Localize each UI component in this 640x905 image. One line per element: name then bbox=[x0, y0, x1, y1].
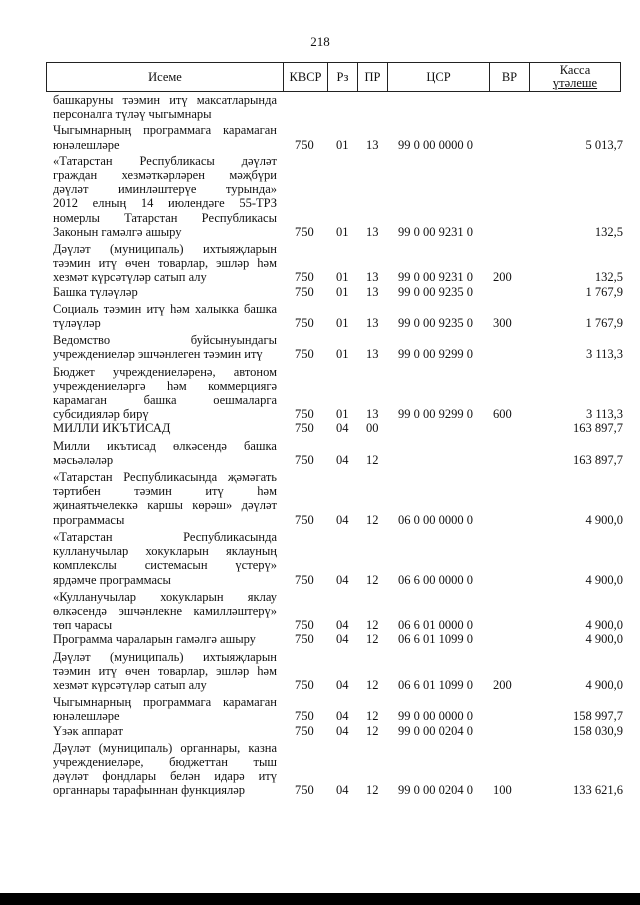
row-kvsr: 750 bbox=[295, 723, 314, 738]
row-csr: 99 0 00 9235 0 bbox=[398, 284, 473, 299]
table-body bbox=[53, 93, 623, 798]
header-kassa bbox=[530, 63, 620, 91]
row-name-line: Башка түләүләр bbox=[53, 284, 138, 299]
row-name bbox=[53, 632, 277, 646]
row-name-line: Социаль тәэмин итү һәм халыкка башка bbox=[53, 301, 277, 316]
table-row bbox=[53, 632, 623, 646]
row-name-line: ярдәмче программасы bbox=[53, 572, 171, 587]
row-name-line: Законын гамәлгә ашыру bbox=[53, 224, 182, 239]
row-amount: 132,5 bbox=[594, 270, 623, 285]
row-amount: 4 900,0 bbox=[585, 632, 623, 647]
row-name-line: Дәүләт (муниципаль) ихтыяҗларын bbox=[53, 242, 277, 257]
table-row bbox=[53, 93, 623, 121]
row-name-line: Бюджет учреждениеләренә, автоном bbox=[53, 364, 277, 379]
row-name-line: комплекслы системасын үстерү» bbox=[53, 558, 277, 573]
row-name-line: өлкәсендә эшчәнлекне камилләштерү» bbox=[53, 603, 277, 618]
row-pr: 12 bbox=[366, 512, 379, 527]
row-name bbox=[53, 302, 277, 330]
table-row bbox=[53, 333, 623, 361]
header-kassa-line1: Касса bbox=[559, 63, 591, 77]
row-pr: 13 bbox=[366, 284, 379, 299]
row-csr: 99 0 00 0000 0 bbox=[398, 137, 473, 152]
row-kvsr: 750 bbox=[295, 783, 314, 798]
table-header bbox=[46, 62, 621, 92]
row-name-line: дәүләт иминләштерүе турында» bbox=[53, 182, 277, 197]
row-vr: 300 bbox=[493, 316, 512, 331]
table-row bbox=[53, 285, 623, 299]
row-name bbox=[53, 333, 277, 361]
row-name-line: органнары тарафыннан функцияләр bbox=[53, 783, 246, 798]
row-csr: 99 0 00 9231 0 bbox=[398, 224, 473, 239]
row-vr: 600 bbox=[493, 407, 512, 422]
row-rz: 04 bbox=[336, 677, 349, 692]
row-rz: 04 bbox=[336, 723, 349, 738]
row-rz: 04 bbox=[336, 783, 349, 798]
row-rz: 01 bbox=[336, 316, 349, 331]
row-csr: 99 0 00 9235 0 bbox=[398, 316, 473, 331]
row-amount: 3 113,3 bbox=[585, 407, 623, 422]
row-name-line: карамаган башка оешмаларга bbox=[53, 393, 277, 408]
row-name bbox=[53, 242, 277, 285]
row-amount: 1 767,9 bbox=[585, 316, 623, 331]
row-amount: 158 997,7 bbox=[573, 709, 623, 724]
row-csr: 99 0 00 9231 0 bbox=[398, 270, 473, 285]
row-name bbox=[53, 530, 277, 587]
row-name bbox=[53, 93, 277, 121]
row-pr: 13 bbox=[366, 137, 379, 152]
table-row bbox=[53, 365, 623, 422]
row-pr: 00 bbox=[366, 421, 379, 436]
scan-edge-bar bbox=[0, 893, 640, 905]
table-row bbox=[53, 123, 623, 151]
row-csr: 06 0 00 0000 0 bbox=[398, 512, 473, 527]
row-csr: 99 0 00 0204 0 bbox=[398, 783, 473, 798]
row-name-line: учреждениеләре, бюджеттан тыш bbox=[53, 754, 277, 769]
row-name-line: 2012 елның 14 июлендәге 55-ТРЗ bbox=[53, 196, 277, 211]
row-name bbox=[53, 470, 277, 527]
header-pr: ПР bbox=[358, 63, 388, 91]
row-amount: 1 767,9 bbox=[585, 284, 623, 299]
header-rz: Рз bbox=[328, 63, 358, 91]
row-rz: 04 bbox=[336, 618, 349, 633]
row-rz: 01 bbox=[336, 407, 349, 422]
row-kvsr: 750 bbox=[295, 677, 314, 692]
table-row bbox=[53, 242, 623, 285]
row-pr: 12 bbox=[366, 723, 379, 738]
row-name-line: Дәүләт (муниципаль) ихтыяҗларын bbox=[53, 649, 277, 664]
row-name-line: субсидияләр бирү bbox=[53, 407, 149, 422]
row-csr: 99 0 00 9299 0 bbox=[398, 347, 473, 362]
row-amount: 4 900,0 bbox=[585, 512, 623, 527]
row-name-line: мәсьәләләр bbox=[53, 452, 114, 467]
row-name-line: Үзәк аппарат bbox=[53, 723, 123, 738]
row-kvsr: 750 bbox=[295, 137, 314, 152]
table-row bbox=[53, 154, 623, 239]
row-name-line: номерлы Татарстан Республикасы bbox=[53, 210, 277, 225]
row-name-line: учреждениеләргә һәм коммерциягә bbox=[53, 378, 277, 393]
row-amount: 163 897,7 bbox=[573, 452, 623, 467]
row-pr: 12 bbox=[366, 632, 379, 647]
table-row bbox=[53, 302, 623, 330]
row-pr: 13 bbox=[366, 270, 379, 285]
row-name bbox=[53, 590, 277, 633]
row-name-line: җинаятьчелеккә каршы көрәш» дәүләт bbox=[53, 498, 277, 513]
row-csr: 99 0 00 0000 0 bbox=[398, 709, 473, 724]
row-name bbox=[53, 439, 277, 467]
row-kvsr: 750 bbox=[295, 270, 314, 285]
row-amount: 4 900,0 bbox=[585, 618, 623, 633]
row-name bbox=[53, 724, 277, 738]
row-rz: 01 bbox=[336, 347, 349, 362]
row-name-line: Дәүләт (муниципаль) органнары, казна bbox=[53, 740, 277, 755]
row-name-line: Чыгымнарның программага карамаган bbox=[53, 695, 277, 710]
row-csr: 06 6 01 0000 0 bbox=[398, 618, 473, 633]
table-row bbox=[53, 590, 623, 633]
row-name-line: хезмәт күрсәтүләр сатып алу bbox=[53, 677, 207, 692]
row-pr: 13 bbox=[366, 224, 379, 239]
table-row bbox=[53, 470, 623, 527]
table-row bbox=[53, 741, 623, 798]
row-kvsr: 750 bbox=[295, 284, 314, 299]
row-csr: 06 6 00 0000 0 bbox=[398, 572, 473, 587]
row-rz: 01 bbox=[336, 224, 349, 239]
row-amount: 3 113,3 bbox=[585, 347, 623, 362]
row-name-line: төп чарасы bbox=[53, 618, 113, 633]
row-name bbox=[53, 695, 277, 723]
row-name-line: хезмәт күрсәтүләр сатып алу bbox=[53, 270, 207, 285]
row-name-line: юнәлешләре bbox=[53, 709, 120, 724]
row-name bbox=[53, 741, 277, 798]
row-vr: 200 bbox=[493, 270, 512, 285]
row-kvsr: 750 bbox=[295, 632, 314, 647]
row-name-line: граждан хезмәткәрләрен мәҗбүри bbox=[53, 168, 277, 183]
row-amount: 4 900,0 bbox=[585, 572, 623, 587]
row-name-line: «Татарстан Республикасында bbox=[53, 529, 277, 544]
row-kvsr: 750 bbox=[295, 347, 314, 362]
table-row bbox=[53, 695, 623, 723]
row-kvsr: 750 bbox=[295, 421, 314, 436]
row-pr: 13 bbox=[366, 347, 379, 362]
row-csr: 06 6 01 1099 0 bbox=[398, 677, 473, 692]
row-pr: 12 bbox=[366, 677, 379, 692]
row-kvsr: 750 bbox=[295, 407, 314, 422]
row-kvsr: 750 bbox=[295, 618, 314, 633]
row-pr: 12 bbox=[366, 452, 379, 467]
row-kvsr: 750 bbox=[295, 572, 314, 587]
row-amount: 158 030,9 bbox=[573, 723, 623, 738]
row-name-line: кулланучылар хокукларын яклауның bbox=[53, 544, 277, 559]
header-csr: ЦСР bbox=[388, 63, 490, 91]
row-vr: 200 bbox=[493, 677, 512, 692]
header-vr: ВР bbox=[490, 63, 530, 91]
row-name-line: юнәлешләре bbox=[53, 137, 120, 152]
row-pr: 12 bbox=[366, 618, 379, 633]
row-pr: 12 bbox=[366, 572, 379, 587]
header-name: Исеме bbox=[47, 63, 284, 91]
row-csr: 99 0 00 0204 0 bbox=[398, 723, 473, 738]
row-kvsr: 750 bbox=[295, 316, 314, 331]
row-rz: 01 bbox=[336, 270, 349, 285]
row-name-line: түләүләр bbox=[53, 316, 101, 331]
row-name bbox=[53, 123, 277, 151]
table-row bbox=[53, 439, 623, 467]
row-name bbox=[53, 421, 277, 435]
row-name-line: Милли икътисад өлкәсендә башка bbox=[53, 438, 277, 453]
row-name-line: учреждениеләр эшчәнлеген тәэмин итү bbox=[53, 347, 263, 362]
row-name-line: Ведомство буйсынуындагы bbox=[53, 333, 277, 348]
row-name-line: тәэмин итү өчен товарлар, эшләр һәм bbox=[53, 663, 277, 678]
table-row bbox=[53, 421, 623, 435]
row-name-line: дәүләт фондлары белән идарә итү bbox=[53, 769, 277, 784]
row-pr: 12 bbox=[366, 783, 379, 798]
row-pr: 13 bbox=[366, 407, 379, 422]
row-vr: 100 bbox=[493, 783, 512, 798]
row-rz: 04 bbox=[336, 512, 349, 527]
row-rz: 04 bbox=[336, 632, 349, 647]
row-name bbox=[53, 154, 277, 239]
row-amount: 163 897,7 bbox=[573, 421, 623, 436]
page-number: 218 bbox=[310, 34, 330, 49]
row-csr: 06 6 01 1099 0 bbox=[398, 632, 473, 647]
header-kassa-line2: үтәлеше bbox=[552, 76, 598, 90]
row-rz: 04 bbox=[336, 452, 349, 467]
row-pr: 12 bbox=[366, 709, 379, 724]
table-row bbox=[53, 724, 623, 738]
row-kvsr: 750 bbox=[295, 452, 314, 467]
row-name bbox=[53, 285, 277, 299]
row-rz: 04 bbox=[336, 421, 349, 436]
row-rz: 04 bbox=[336, 709, 349, 724]
row-kvsr: 750 bbox=[295, 512, 314, 527]
row-rz: 01 bbox=[336, 137, 349, 152]
row-csr: 99 0 00 9299 0 bbox=[398, 407, 473, 422]
row-amount: 5 013,7 bbox=[585, 137, 623, 152]
row-name-line: «Татарстан Республикасы дәүләт bbox=[53, 153, 277, 168]
row-name-line: «Татарстан Республикасында җәмәгать bbox=[53, 470, 277, 485]
row-kvsr: 750 bbox=[295, 224, 314, 239]
row-name-line: персоналга түләү чыгымнары bbox=[53, 107, 212, 122]
row-name bbox=[53, 650, 277, 693]
row-rz: 01 bbox=[336, 284, 349, 299]
row-name bbox=[53, 365, 277, 422]
row-name-line: тәэмин итү өчен товарлар, эшләр һәм bbox=[53, 256, 277, 271]
row-name-line: тәртибен тәэмин итү һәм bbox=[53, 484, 277, 499]
row-name-line: Программа чараларын гамәлгә ашыру bbox=[53, 632, 256, 647]
row-pr: 13 bbox=[366, 316, 379, 331]
row-amount: 132,5 bbox=[594, 224, 623, 239]
row-name-line: башкаруны тәэмин итү максатларында bbox=[53, 93, 277, 107]
table-row bbox=[53, 650, 623, 693]
row-name-line: Чыгымнарның программага карамаган bbox=[53, 123, 277, 138]
row-name-line: программасы bbox=[53, 512, 125, 527]
row-kvsr: 750 bbox=[295, 709, 314, 724]
header-kvsr: КВСР bbox=[284, 63, 328, 91]
row-amount: 133 621,6 bbox=[573, 783, 623, 798]
row-name-line: «Кулланучылар хокукларын яклау bbox=[53, 589, 277, 604]
row-rz: 04 bbox=[336, 572, 349, 587]
row-name-line: МИЛЛИ ИКЪТИСАД bbox=[53, 421, 171, 436]
row-amount: 4 900,0 bbox=[585, 677, 623, 692]
table-row bbox=[53, 530, 623, 587]
